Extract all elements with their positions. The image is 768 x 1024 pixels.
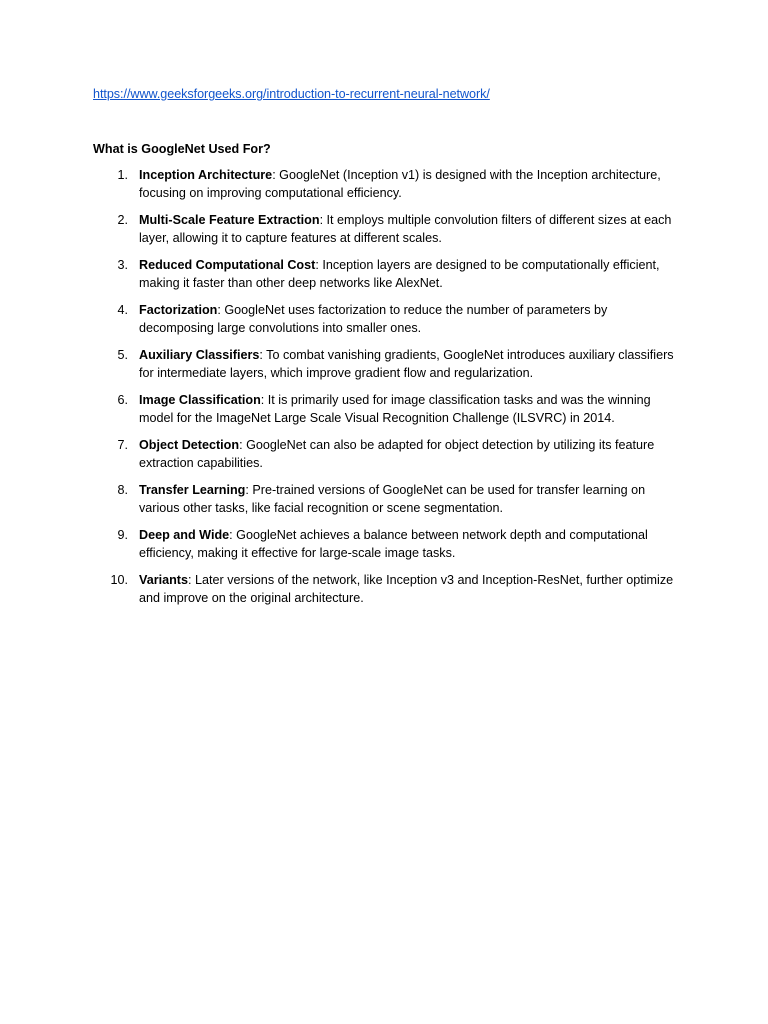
list-item-term: Inception Architecture bbox=[139, 168, 273, 183]
section-heading: What is GoogleNet Used For? bbox=[93, 141, 271, 156]
list-item-term: Factorization bbox=[139, 303, 218, 318]
list-item bbox=[93, 572, 678, 607]
list-item bbox=[93, 257, 678, 292]
list-item-text: : Inception layers are designed to be computationally efficient, making it faster than other deep networks like AlexNet. bbox=[139, 258, 660, 290]
list-item-term: Reduced Computational Cost bbox=[139, 258, 316, 273]
list-item-text: : Pre-trained versions of GoogleNet can be used for transfer learning on various other tasks, like facial recognition or scene segmentation. bbox=[139, 483, 646, 515]
list-item-text: : Later versions of the network, like Inception v3 and Inception-ResNet, further optimize and improve on the original architecture. bbox=[139, 573, 674, 605]
document-content bbox=[93, 86, 678, 617]
list-item-term: Auxiliary Classifiers bbox=[139, 348, 260, 363]
numbered-list bbox=[93, 167, 678, 607]
list-item bbox=[93, 347, 678, 382]
list-item-text: : GoogleNet achieves a balance between network depth and computational efficiency, making it effective for large-scale image tasks. bbox=[139, 528, 648, 560]
list-item bbox=[93, 302, 678, 337]
list-item-text: : GoogleNet can also be adapted for object detection by utilizing its feature extraction capabilities. bbox=[139, 438, 655, 470]
list-item bbox=[93, 392, 678, 427]
list-item bbox=[93, 167, 678, 202]
list-item-term: Variants bbox=[139, 573, 189, 588]
list-item-term: Transfer Learning bbox=[139, 483, 246, 498]
list-item-number: 10. bbox=[110, 573, 128, 588]
list-item-text: : GoogleNet (Inception v1) is designed with the Inception architecture, focusing on improving computational efficiency. bbox=[139, 168, 661, 200]
list-item-term: Deep and Wide bbox=[139, 528, 230, 543]
list-item-number: 4. bbox=[117, 303, 128, 318]
list-item-term: Multi-Scale Feature Extraction bbox=[139, 213, 320, 228]
list-item-number: 6. bbox=[117, 393, 128, 408]
list-item-number: 1. bbox=[117, 168, 128, 183]
list-item-text: : It employs multiple convolution filters of different sizes at each layer, allowing it to capture features at different scales. bbox=[139, 213, 672, 245]
list-item-text: : To combat vanishing gradients, GoogleNet introduces auxiliary classifiers for intermediate layers, which improve gradient flow and regularization. bbox=[139, 348, 674, 380]
list-item-number: 7. bbox=[117, 438, 128, 453]
reference-link[interactable]: https://www.geeksforgeeks.org/introduction-to-recurrent-neural-network/ bbox=[93, 87, 490, 101]
list-item bbox=[93, 212, 678, 247]
list-item-text: : GoogleNet uses factorization to reduce the number of parameters by decomposing large convolutions into smaller ones. bbox=[139, 303, 608, 335]
list-item-number: 2. bbox=[117, 213, 128, 228]
list-item-term: Image Classification bbox=[139, 393, 261, 408]
list-item-term: Object Detection bbox=[139, 438, 240, 453]
list-item-number: 3. bbox=[117, 258, 128, 273]
list-item bbox=[93, 527, 678, 562]
list-item bbox=[93, 437, 678, 472]
list-item-number: 5. bbox=[117, 348, 128, 363]
list-item-number: 9. bbox=[117, 528, 128, 543]
list-item bbox=[93, 482, 678, 517]
list-item-text: : It is primarily used for image classification tasks and was the winning model for the ImageNet Large Scale Visual Recognition Challenge (ILSVRC) in 2014. bbox=[139, 393, 651, 425]
list-item-number: 8. bbox=[117, 483, 128, 498]
